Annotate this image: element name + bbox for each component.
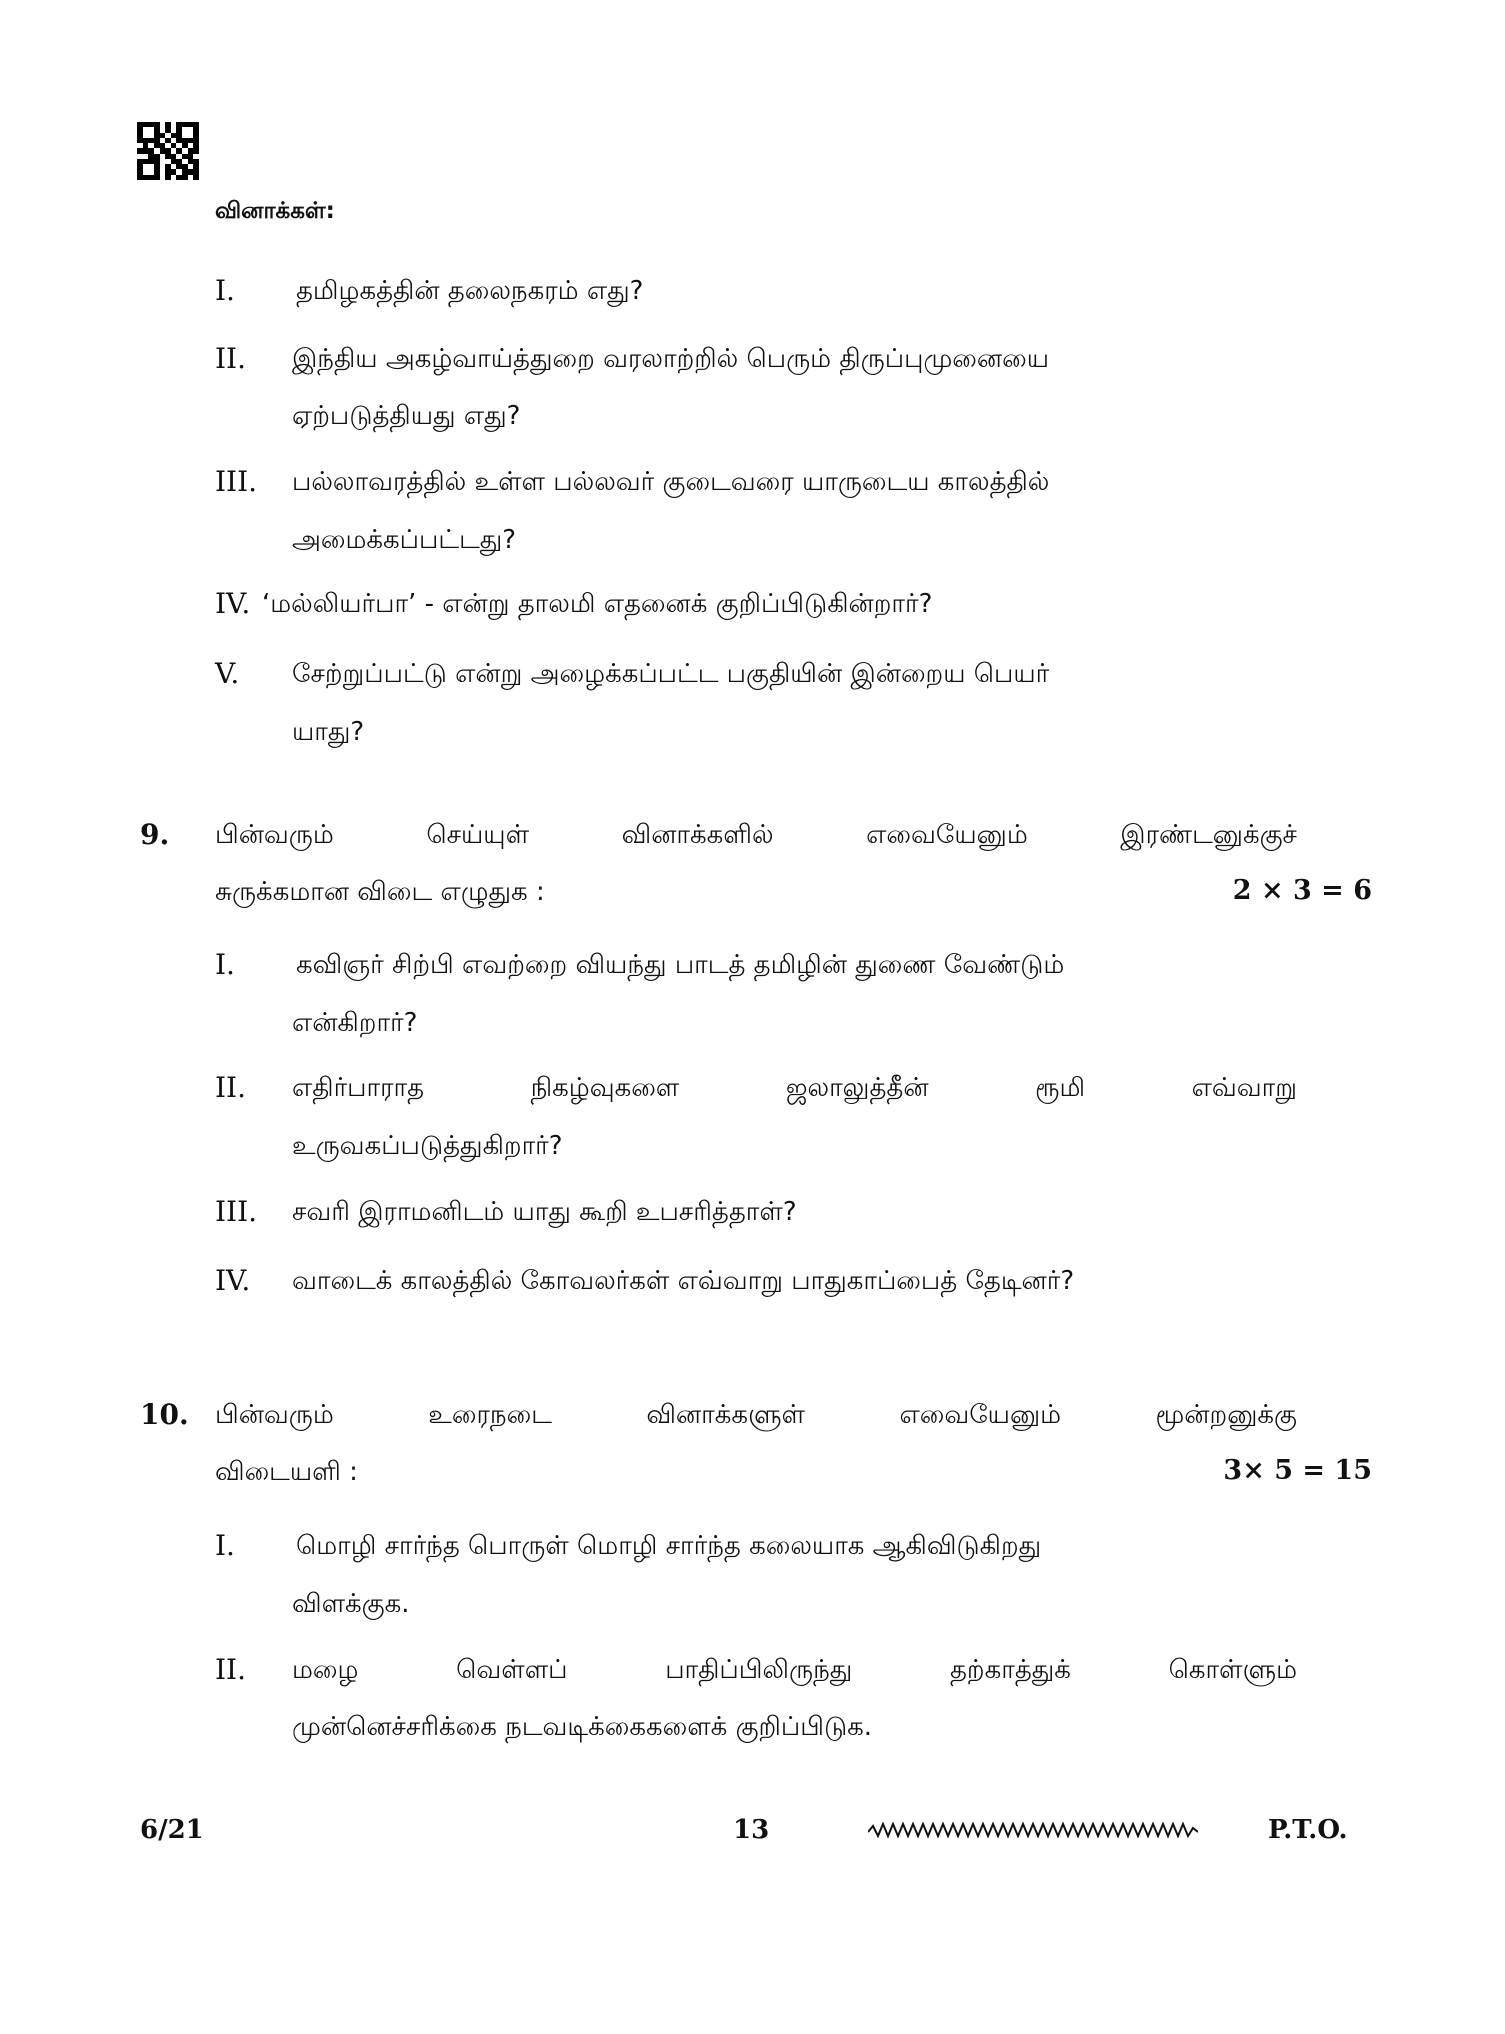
question-text: விளக்குக. xyxy=(292,1589,410,1619)
question-word: பாதிப்பிலிருந்து xyxy=(665,1655,853,1685)
wavy-line-icon xyxy=(868,1818,1198,1842)
instruction-text: விடையளி : xyxy=(215,1457,358,1487)
page-number: 13 xyxy=(733,1815,770,1845)
question-word: எதிர்பாராத xyxy=(292,1073,425,1103)
section-heading: வினாக்கள்: xyxy=(215,198,335,224)
question-line xyxy=(292,1655,1297,1685)
question-text: ஏற்படுத்தியது எது? xyxy=(292,401,521,431)
instruction-line xyxy=(215,820,1297,850)
question-number: 10. xyxy=(140,1398,189,1431)
question-word: ரூமி xyxy=(1035,1073,1086,1103)
question-number: I. xyxy=(215,948,235,981)
question-word: கொள்ளும் xyxy=(1168,1655,1297,1685)
question-word: எவ்வாறு xyxy=(1191,1073,1297,1103)
question-text: தமிழகத்தின் தலைநகரம் எது? xyxy=(296,276,644,306)
question-text: அமைக்கப்பட்டது? xyxy=(292,525,517,555)
question-number: V. xyxy=(215,657,240,690)
instruction-text: சுருக்கமான விடை எழுதுக : xyxy=(215,877,545,907)
instruction-word: செய்யுள் xyxy=(426,820,530,850)
question-number: II. xyxy=(215,1071,247,1104)
question-number: IV. xyxy=(215,587,251,620)
instruction-word: மூன்றனுக்கு xyxy=(1155,1400,1297,1430)
question-text: யாது? xyxy=(292,717,365,747)
question-word: தற்காத்துக் xyxy=(949,1655,1071,1685)
question-text: இந்திய அகழ்வாய்த்துறை வரலாற்றில் பெரும் திருப்புமுனையை xyxy=(292,344,1050,374)
marks-label: 2 × 3 = 6 xyxy=(1232,875,1372,906)
question-word: நிகழ்வுகளை xyxy=(530,1073,680,1103)
question-number: III. xyxy=(215,465,258,498)
question-text: என்கிறார்? xyxy=(292,1008,418,1038)
instruction-word: இரண்டனுக்குச் xyxy=(1120,820,1297,850)
pto-label: P.T.O. xyxy=(1268,1815,1348,1845)
question-text: ‘மல்லியர்பா’ - என்று தாலமி எதனைக் குறிப்பிடுகின்றார்? xyxy=(262,589,933,619)
question-number: IV. xyxy=(215,1264,251,1297)
instruction-word: எவையேனும் xyxy=(899,1400,1062,1430)
question-word: வெள்ளப் xyxy=(456,1655,568,1685)
instruction-word: பின்வரும் xyxy=(215,1400,334,1430)
question-text: மொழி சார்ந்த பொருள் மொழி சார்ந்த கலையாக ஆகிவிடுகிறது xyxy=(296,1531,1042,1561)
question-number: I. xyxy=(215,1529,235,1562)
instruction-line xyxy=(215,1400,1297,1430)
instruction-word: வினாக்களில் xyxy=(621,820,774,850)
instruction-word: எவையேனும் xyxy=(866,820,1028,850)
question-line xyxy=(292,1073,1297,1103)
question-word: மழை xyxy=(292,1655,359,1685)
instruction-word: பின்வரும் xyxy=(215,820,334,850)
question-word: ஜலாலுத்தீன் xyxy=(785,1073,929,1103)
question-number: II. xyxy=(215,342,247,375)
question-text: வாடைக் காலத்தில் கோவலர்கள் எவ்வாறு பாதுகாப்பைத் தேடினர்? xyxy=(292,1266,1075,1296)
instruction-word: வினாக்களுள் xyxy=(646,1400,805,1430)
instruction-word: உரைநடை xyxy=(428,1400,552,1430)
question-number: I. xyxy=(215,274,235,307)
qr-code xyxy=(137,122,199,180)
question-text: பல்லாவரத்தில் உள்ள பல்லவர் குடைவரை யாருடைய காலத்தில் xyxy=(292,467,1050,497)
question-text: சவரி இராமனிடம் யாது கூறி உபசரித்தாள்? xyxy=(292,1197,797,1227)
marks-label: 3× 5 = 15 xyxy=(1223,1455,1372,1486)
question-number: 9. xyxy=(140,818,170,851)
question-number: II. xyxy=(215,1653,247,1686)
question-number: III. xyxy=(215,1195,258,1228)
paper-code: 6/21 xyxy=(140,1815,204,1845)
question-text: உருவகப்படுத்துகிறார்? xyxy=(292,1131,563,1161)
question-text: முன்னெச்சரிக்கை நடவடிக்கைகளைக் குறிப்பிடுக. xyxy=(292,1712,873,1742)
question-text: கவிஞர் சிற்பி எவற்றை வியந்து பாடத் தமிழின் துணை வேண்டும் xyxy=(296,950,1065,980)
question-text: சேற்றுப்பட்டு என்று அழைக்கப்பட்ட பகுதியின் இன்றைய பெயர் xyxy=(292,659,1050,689)
